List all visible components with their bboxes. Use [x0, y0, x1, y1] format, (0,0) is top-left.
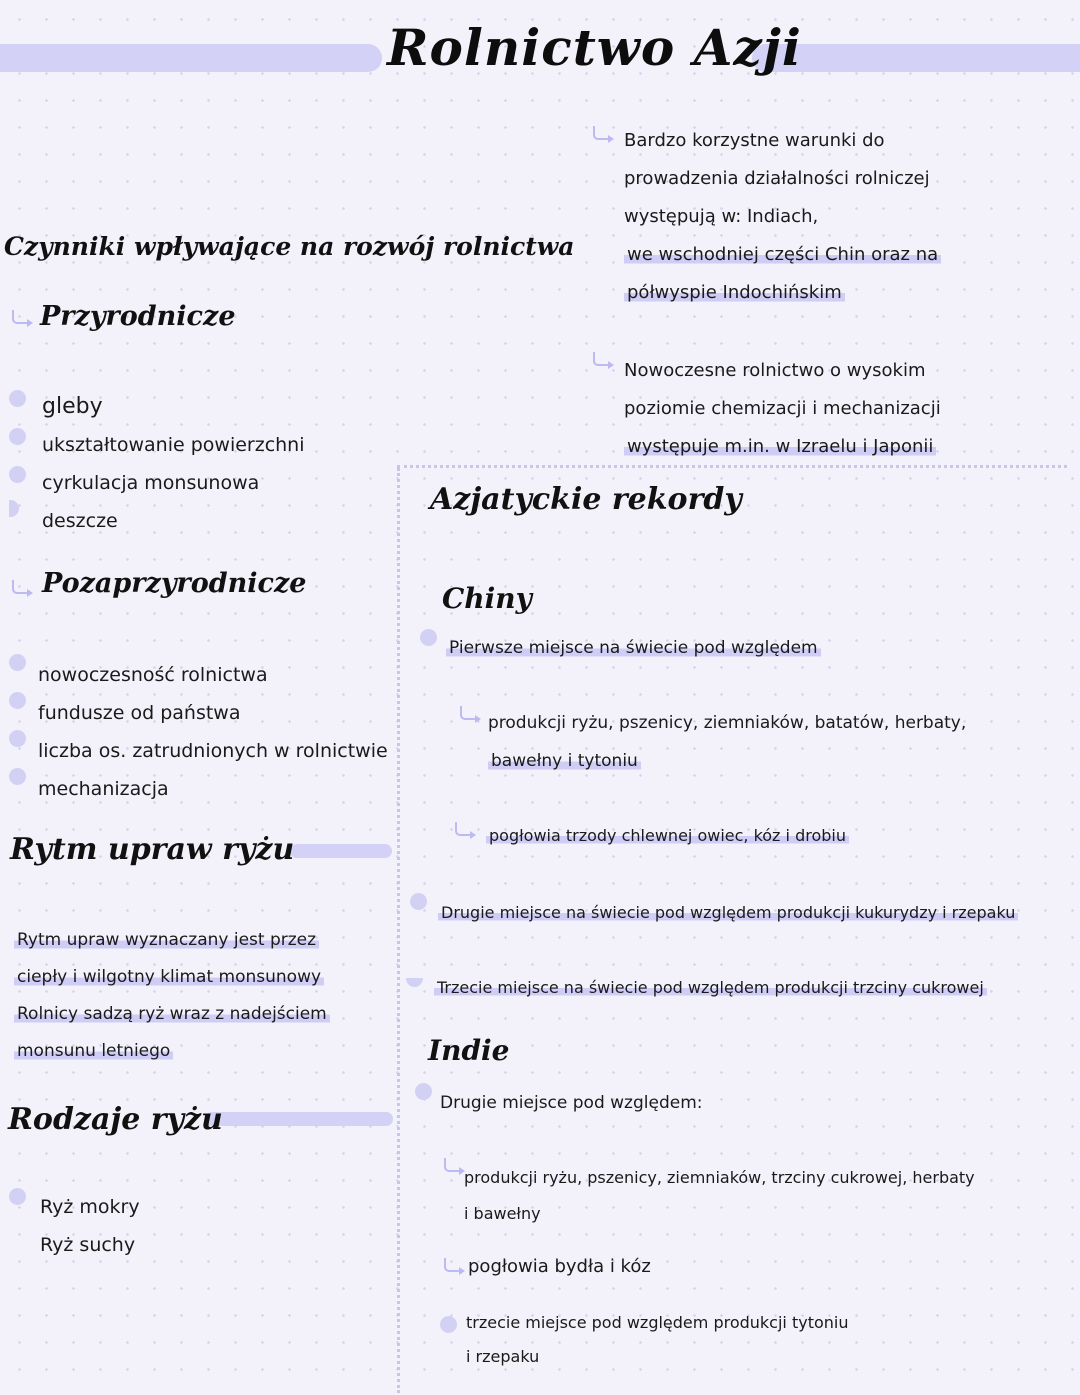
arrow-icon [593, 352, 611, 366]
china-label: Chiny [442, 582, 532, 615]
list-item: deszcze [42, 510, 118, 532]
bullet-icon [9, 654, 26, 671]
text-line: Rytm upraw wyznaczany jest przez [14, 922, 330, 959]
text-line: Pierwsze miejsce na świecie pod względem [446, 630, 821, 666]
section-divider-horizontal [397, 465, 1067, 468]
list-item: liczba os. zatrudnionych w rolnictwie [38, 740, 388, 762]
bullet-icon [415, 1083, 432, 1100]
text-line: Drugie miejsce pod względem: [440, 1093, 703, 1113]
non-natural-factors-label: Pozaprzyrodnicze [42, 568, 307, 599]
text-line: we wschodniej części Chin oraz na [624, 236, 941, 274]
text-line: prowadzenia działalności rolniczej [624, 168, 930, 189]
bullet-icon [9, 466, 26, 483]
arrow-icon [593, 126, 611, 140]
text-line: Drugie miejsce na świecie pod względem produkcji kukurydzy i rzepaku [438, 895, 1018, 931]
list-item: gleby [42, 394, 103, 419]
china-first-place [446, 630, 821, 666]
bullet-icon [406, 978, 423, 987]
china-third-place [434, 970, 987, 1006]
list-item: cyrkulacja monsunowa [42, 472, 260, 494]
text-line: występują w: Indiach, [624, 206, 819, 227]
page-title: Rolnictwo Azji [387, 18, 802, 77]
text-line: pogłowia trzody chlewnej owiec, kóz i drobiu [486, 818, 849, 854]
bullet-icon [9, 390, 26, 407]
text-line: Trzecie miejsce na świecie pod względem produkcji trzciny cukrowej [434, 970, 987, 1006]
conditions-note [624, 122, 941, 312]
bullet-icon [440, 1316, 457, 1333]
text-line: półwyspie Indochińskim [624, 274, 941, 312]
arrow-icon [444, 1258, 462, 1272]
factors-heading: Czynniki wpływające na rozwój rolnictwa [4, 232, 575, 261]
text-line: poziomie chemizacji i mechanizacji [624, 398, 941, 419]
list-item: Ryż mokry [40, 1196, 140, 1218]
non-natural-factors-list [38, 656, 388, 808]
bullet-icon [420, 629, 437, 646]
bullet-icon [9, 428, 26, 445]
india-second-sub2 [468, 1248, 651, 1286]
natural-factors-list [42, 388, 305, 540]
india-second-sub1 [464, 1160, 975, 1232]
bullet-icon [9, 1188, 26, 1205]
list-item: Ryż suchy [40, 1234, 136, 1256]
india-second-place [440, 1084, 703, 1122]
modern-farming-note [624, 352, 941, 466]
list-item: nowoczesność rolnictwa [38, 664, 268, 686]
text-line: pogłowia bydła i kóz [468, 1256, 651, 1277]
rice-rhythm-text [14, 922, 330, 1070]
list-item: mechanizacja [38, 778, 169, 800]
text-line: monsunu letniego [14, 1033, 330, 1070]
natural-factors-label: Przyrodnicze [40, 301, 236, 332]
arrow-icon [12, 310, 30, 324]
arrow-icon [455, 822, 473, 836]
arrow-icon [12, 580, 30, 594]
china-second-place [438, 895, 1018, 931]
text-line: produkcji ryżu, pszenicy, ziemniaków, batatów, herbaty, [488, 713, 967, 733]
text-line: Rolnicy sadzą ryż wraz z nadejściem [14, 996, 330, 1033]
china-first-sub2 [486, 818, 849, 854]
china-first-sub1 [488, 704, 966, 780]
rice-types-list [40, 1188, 140, 1264]
text-line: i bawełny [464, 1204, 541, 1223]
heading-underline [290, 844, 392, 858]
bullet-icon [410, 893, 427, 910]
text-line: i rzepaku [466, 1347, 540, 1366]
bullet-icon [9, 730, 26, 747]
section-divider-vertical [397, 468, 400, 1393]
text-line: produkcji ryżu, pszenicy, ziemniaków, trzciny cukrowej, herbaty [464, 1168, 975, 1187]
text-line: trzecie miejsce pod względem produkcji tytoniu [466, 1313, 849, 1332]
title-underline-left [0, 44, 382, 72]
text-line: występuje m.in. w Izraelu i Japonii [624, 428, 941, 466]
bullet-icon [9, 768, 26, 785]
text-line: bawełny i tytoniu [488, 742, 966, 780]
heading-underline [205, 1112, 393, 1126]
rice-rhythm-heading: Rytm upraw ryżu [10, 832, 295, 867]
india-label: Indie [428, 1034, 510, 1067]
bullet-icon [9, 500, 19, 517]
india-third-place [466, 1306, 848, 1374]
text-line: Nowoczesne rolnictwo o wysokim [624, 360, 926, 381]
list-item: ukształtowanie powierzchni [42, 434, 305, 456]
text-line: ciepły i wilgotny klimat monsunowy [14, 959, 330, 996]
text-line: Bardzo korzystne warunki do [624, 130, 885, 151]
records-heading: Azjatyckie rekordy [430, 482, 742, 517]
arrow-icon [460, 706, 478, 720]
rice-types-heading: Rodzaje ryżu [8, 1102, 223, 1137]
list-item: fundusze od państwa [38, 702, 241, 724]
bullet-icon [9, 692, 26, 709]
arrow-icon [444, 1158, 462, 1172]
